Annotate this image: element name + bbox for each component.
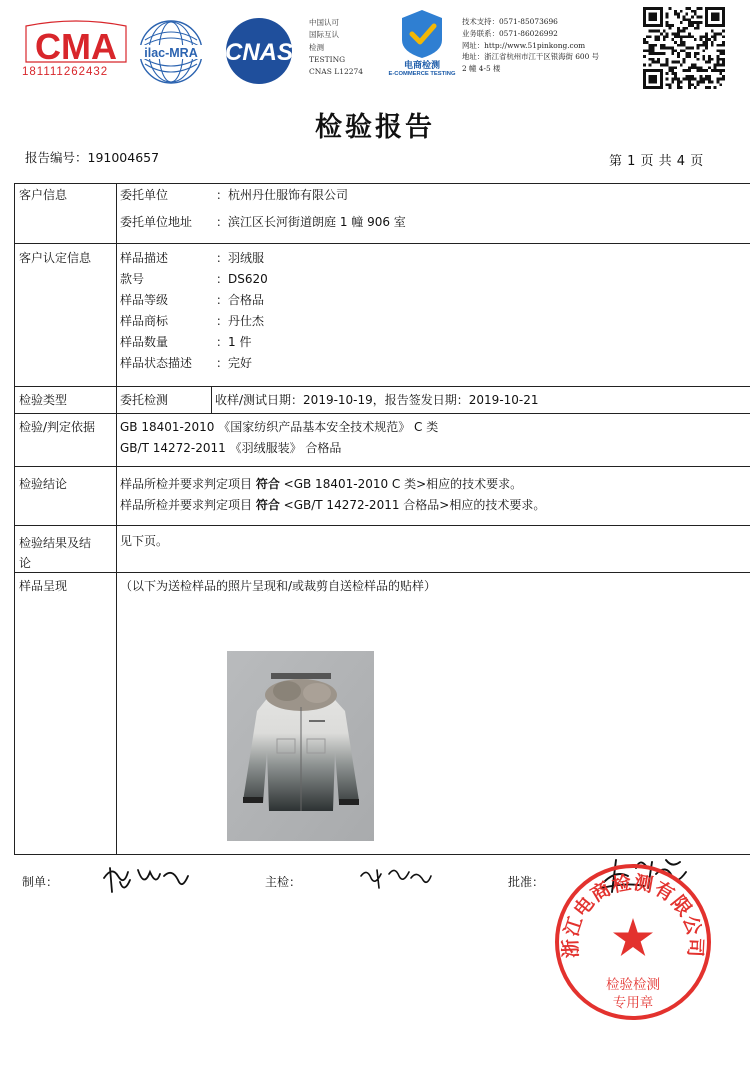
client-address-value: 滨江区长河街道朗庭 1 幢 906 室 — [228, 215, 406, 229]
official-seal — [553, 862, 713, 1022]
result-label-line: 论 — [19, 556, 32, 570]
row-key: 款号 — [120, 272, 145, 286]
sample-jacket-photo — [227, 651, 374, 841]
contact-line: 网址：http://www.51pinkong.com — [462, 40, 586, 50]
cma-logo-text: CMA — [35, 26, 117, 67]
row-value: 羽绒服 — [228, 251, 265, 265]
conclusion-text: 样品所检并要求判定项目 — [120, 498, 256, 512]
row-colon: ： — [216, 251, 229, 265]
row-colon: ： — [216, 188, 229, 202]
row-value: 1 件 — [228, 335, 252, 349]
basis-standard: GB 18401-2010 《国家纺织产品基本安全技术规范》 C 类 — [120, 420, 439, 434]
result-label — [19, 533, 91, 573]
client-row-name — [120, 185, 348, 206]
report-number: 报告编号：191004657 — [25, 150, 160, 165]
row-colon: ： — [216, 272, 229, 286]
row-colon: ： — [216, 356, 229, 370]
inspector-label: 主检： — [265, 875, 302, 889]
client-name-value: 杭州丹仕服饰有限公司 — [228, 188, 349, 202]
inspection-type-label: 检验类型 — [19, 393, 68, 407]
row-value: 丹仕杰 — [228, 314, 265, 328]
result-label-line: 检验结果及结 — [19, 536, 92, 550]
seal-org-name: 浙江电商检测有限公司 — [559, 871, 707, 959]
sample-info-label: 客户认定信息 — [19, 251, 92, 265]
contact-line: 2 幢 4-5 楼 — [462, 64, 501, 74]
row-divider — [14, 413, 750, 414]
page-indicator: 第 1 页 共 4 页 — [609, 154, 704, 169]
ec-logo-subtitle: E-COMMERCE TESTING — [388, 71, 456, 77]
inspector-signature — [355, 862, 435, 892]
cnas-logo-text: CNAS — [224, 39, 294, 66]
inspection-dates: 收样/测试日期：2019-10-19，报告签发日期：2019-10-21 — [215, 393, 539, 407]
row-key: 样品描述 — [120, 251, 169, 265]
maker-label: 制单： — [22, 875, 59, 889]
contact-line: 业务联系：0571-86026992 — [462, 28, 558, 38]
sample-row — [120, 269, 268, 290]
cert-line: TESTING — [309, 54, 346, 64]
ilac-mra-logo — [135, 18, 207, 86]
sample-row — [120, 248, 264, 269]
conclusion-line — [120, 474, 522, 495]
sample-row — [120, 311, 264, 332]
column-divider — [211, 386, 212, 413]
approver-label: 批准： — [508, 875, 545, 889]
presentation-note: （以下为送检样品的照片呈现和/或裁剪自送检样品的贴样） — [120, 579, 437, 593]
presentation-label: 样品呈现 — [19, 579, 68, 593]
qr-code — [643, 7, 725, 89]
row-key: 委托单位地址 — [120, 215, 193, 229]
seal-line-2: 专用章 — [612, 995, 654, 1011]
row-colon: ： — [216, 314, 229, 328]
conclusion-verdict: 符合 — [255, 477, 280, 491]
contact-line: 地址：浙江省杭州市江干区银海街 600 号 — [462, 52, 600, 62]
row-key: 样品数量 — [120, 335, 169, 349]
column-divider — [116, 183, 117, 855]
row-divider — [14, 243, 750, 244]
row-key: 样品状态描述 — [120, 356, 193, 370]
conclusion-text: <GB/T 14272-2011 合格品>相应的技术要求。 — [279, 498, 546, 512]
ec-logo-name: 电商检测 — [403, 61, 440, 71]
row-divider — [14, 525, 750, 526]
cma-number: 181111262432 — [22, 66, 109, 78]
row-value: 完好 — [228, 356, 253, 370]
maker-signature — [98, 858, 198, 898]
conclusion-verdict: 符合 — [255, 498, 280, 512]
inspection-type-value: 委托检测 — [120, 393, 169, 407]
basis-label: 检验/判定依据 — [19, 420, 96, 434]
row-key: 样品商标 — [120, 314, 169, 328]
cert-line: 国际互认 — [309, 30, 339, 40]
client-row-address — [120, 212, 406, 233]
basis-standard: GB/T 14272-2011 《羽绒服装》 合格品 — [120, 441, 342, 455]
cert-line: 中国认可 — [309, 18, 339, 27]
row-colon: ： — [216, 215, 229, 229]
result-value: 见下页。 — [120, 534, 169, 548]
row-divider — [14, 572, 750, 573]
sample-row — [120, 332, 251, 353]
row-value: 合格品 — [228, 293, 265, 307]
cert-line: CNAS L12274 — [309, 67, 364, 77]
conclusion-label: 检验结论 — [19, 477, 68, 491]
row-key: 样品等级 — [120, 293, 169, 307]
cnas-logo — [214, 16, 304, 86]
seal-line-1: 检验检测 — [606, 977, 660, 993]
sample-row — [120, 353, 252, 374]
conclusion-line — [120, 495, 545, 516]
contact-line: 技术支持：0571-85073696 — [462, 17, 558, 26]
conclusion-text: <GB 18401-2010 C 类>相应的技术要求。 — [279, 477, 523, 491]
row-divider — [14, 466, 750, 467]
ilac-logo-text: ilac-MRA — [144, 46, 198, 60]
row-key: 委托单位 — [120, 188, 169, 202]
report-title: 检验报告 — [315, 112, 435, 143]
contact-info — [462, 16, 637, 75]
row-value: DS620 — [228, 272, 268, 286]
client-info-label: 客户信息 — [19, 188, 68, 202]
row-colon: ： — [216, 335, 229, 349]
accreditation-text — [309, 17, 377, 78]
row-divider — [14, 386, 750, 387]
sample-row — [120, 290, 264, 311]
conclusion-text: 样品所检并要求判定项目 — [120, 477, 256, 491]
row-colon: ： — [216, 293, 229, 307]
cert-line: 检测 — [309, 42, 324, 52]
